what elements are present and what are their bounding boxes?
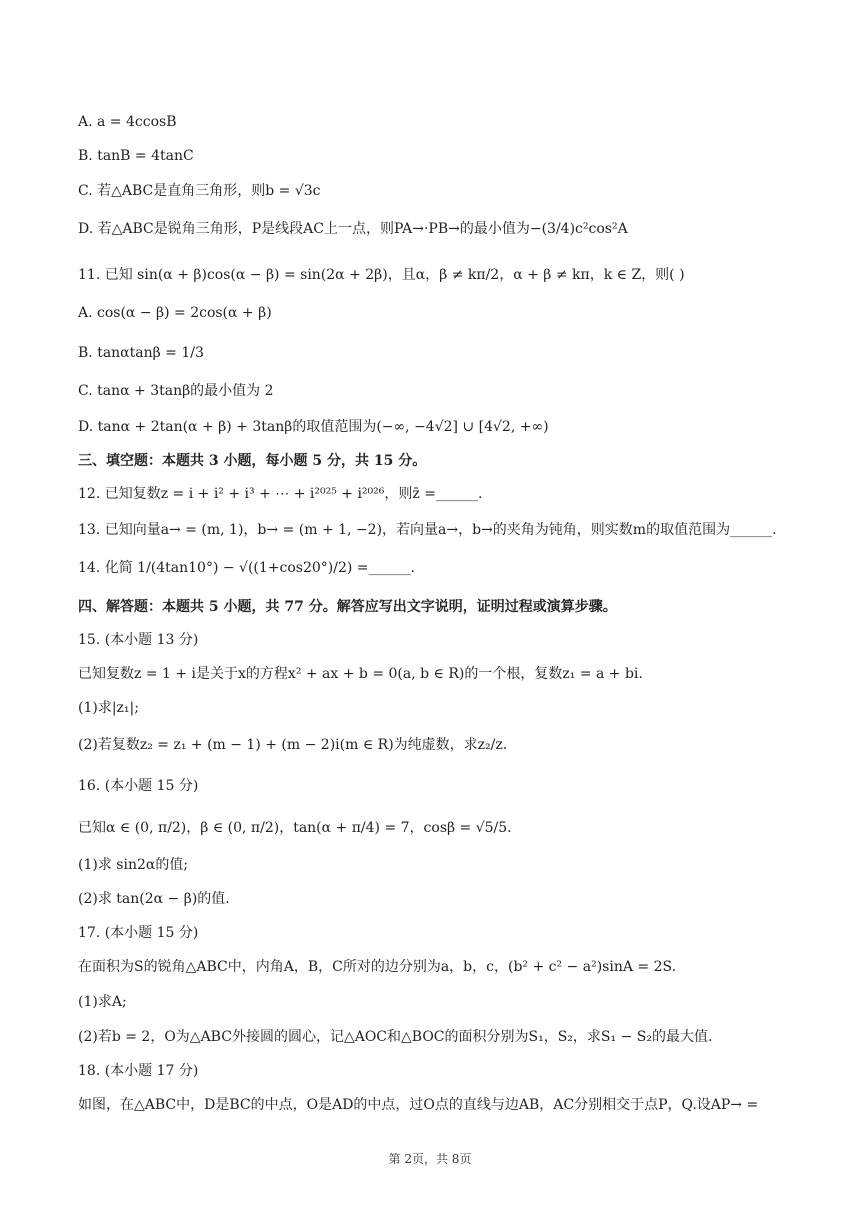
question-16-header: 16. (本小题 15 分) bbox=[78, 778, 199, 794]
section-4-heading: 四、解答题：本题共 5 小题，共 77 分。解答应写出文字说明，证明过程或演算步骤。 bbox=[78, 599, 617, 615]
option-d-q10: D. 若△ABC是锐角三角形，P是线段AC上一点，则PA→·PB→的最小值为−(3/4)c²cos²A bbox=[78, 221, 628, 237]
question-17-part2: (2)若b = 2，O为△ABC外接圆的圆心，记△AOC和△BOC的面积分别为S₁，S₂，求S₁ − S₂的最大值. bbox=[78, 1029, 713, 1045]
question-18-header: 18. (本小题 17 分) bbox=[78, 1063, 199, 1079]
question-15-header: 15. (本小题 13 分) bbox=[78, 632, 199, 648]
question-17-part1: (1)求A; bbox=[78, 994, 127, 1010]
option-b-q11: B. tanαtanβ = 1/3 bbox=[78, 345, 204, 361]
option-b-q10: B. tanB = 4tanC bbox=[78, 148, 194, 164]
question-14: 14. 化简 1/(4tan10°) − √((1+cos20°)/2) =______. bbox=[78, 560, 415, 576]
option-c-q11: C. tanα + 3tanβ的最小值为 2 bbox=[78, 383, 274, 399]
question-16-part1: (1)求 sin2α的值; bbox=[78, 857, 189, 873]
question-16-body: 已知α ∈ (0, π/2)，β ∈ (0, π/2)，tan(α + π/4) = 7，cosβ = √5/5. bbox=[78, 820, 512, 836]
section-3-heading: 三、填空题：本题共 3 小题，每小题 5 分，共 15 分。 bbox=[78, 453, 427, 469]
option-d-q11: D. tanα + 2tan(α + β) + 3tanβ的取值范围为(−∞, −4√2] ∪ [4√2, +∞) bbox=[78, 419, 549, 435]
page-footer: 第 2页，共 8页 bbox=[388, 1152, 472, 1166]
option-a-q11: A. cos(α − β) = 2cos(α + β) bbox=[78, 305, 272, 321]
question-16-part2: (2)求 tan(2α − β)的值. bbox=[78, 891, 230, 907]
question-15-body: 已知复数z = 1 + i是关于x的方程x² + ax + b = 0(a, b ∈ R)的一个根，复数z₁ = a + bi. bbox=[78, 666, 643, 682]
question-17-header: 17. (本小题 15 分) bbox=[78, 925, 199, 941]
question-17-body: 在面积为S的锐角△ABC中，内角A，B，C所对的边分别为a，b，c，(b² + c² − a²)sinA = 2S. bbox=[78, 959, 677, 975]
question-11: 11. 已知 sin(α + β)cos(α − β) = sin(2α + 2β)，且α，β ≠ kπ/2，α + β ≠ kπ，k ∈ Z，则( ) bbox=[78, 267, 685, 283]
question-13: 13. 已知向量a→ = (m, 1)，b→ = (m + 1, −2)，若向量a→，b→的夹角为钝角，则实数m的取值范围为______. bbox=[78, 522, 777, 538]
question-15-part2: (2)若复数z₂ = z₁ + (m − 1) + (m − 2)i(m ∈ R)为纯虚数，求z₂/z. bbox=[78, 737, 508, 753]
question-18-body: 如图，在△ABC中，D是BC的中点，O是AD的中点，过O点的直线与边AB，AC分别相交于点P，Q.设AP→ = bbox=[78, 1097, 759, 1113]
question-15-part1: (1)求|z₁|; bbox=[78, 700, 139, 716]
option-a-q10: A. a = 4ccosB bbox=[78, 114, 177, 130]
option-c-q10: C. 若△ABC是直角三角形，则b = √3c bbox=[78, 183, 321, 199]
question-12: 12. 已知复数z = i + i² + i³ + ⋯ + i²⁰²⁵ + i²⁰²⁶，则z̄ =______. bbox=[78, 486, 483, 502]
